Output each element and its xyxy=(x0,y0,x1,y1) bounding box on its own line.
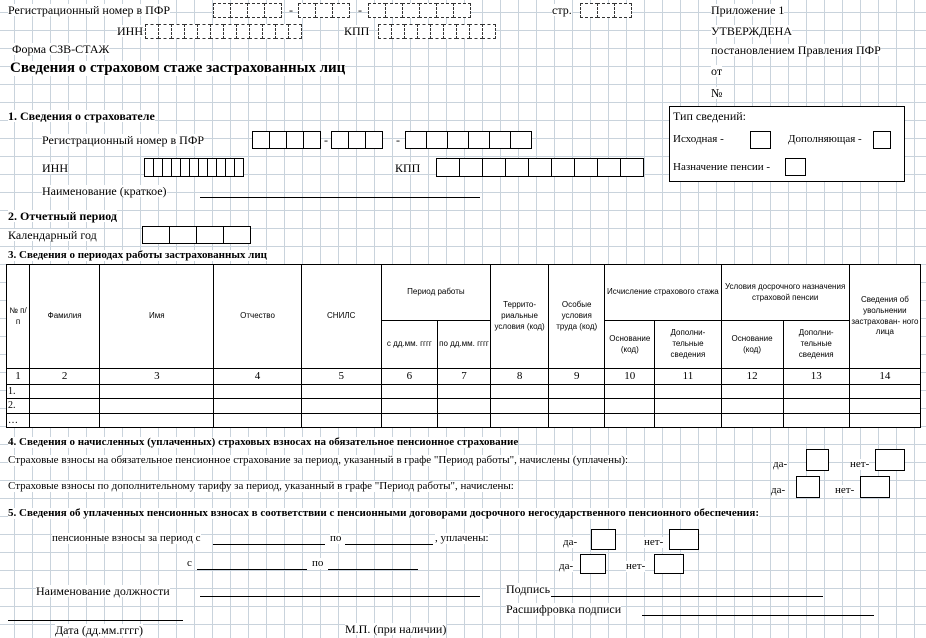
col-dismissal: Сведения об увольнении застрахован- ного лица xyxy=(849,265,920,369)
col-name: Имя xyxy=(100,265,214,369)
section4-line2-yes-label: да- xyxy=(771,484,786,496)
section1-inn-cells[interactable] xyxy=(144,158,244,177)
work-periods-table xyxy=(6,264,921,428)
section4-line2-no-box[interactable] xyxy=(860,476,890,498)
column-number: 1 xyxy=(7,369,30,385)
date-field[interactable] xyxy=(8,620,183,621)
cell[interactable] xyxy=(721,413,783,428)
section1-reg-cells-2[interactable] xyxy=(331,131,383,149)
info-type-supplementary-label: Дополняющая - xyxy=(788,133,862,145)
info-type-original-box[interactable] xyxy=(750,131,771,149)
table-row[interactable] xyxy=(7,399,921,414)
stamp-label: М.П. (при наличии) xyxy=(345,622,447,636)
section5-line1-yes-label: да- xyxy=(563,536,578,548)
cell[interactable] xyxy=(605,413,655,428)
column-number: 4 xyxy=(214,369,301,385)
header-kpp-cells[interactable] xyxy=(378,24,496,39)
cell[interactable] xyxy=(549,399,605,414)
section5-title: 5. Сведения об уплаченных пенсионных взносах в соответствии с пенсионными договорами досрочного негосударственного пенсионного обеспечения: xyxy=(8,507,760,519)
col-additional: Дополни- тельные сведения xyxy=(655,321,721,369)
header-inn-cells[interactable] xyxy=(145,24,302,39)
number-label: № xyxy=(711,86,723,100)
column-number: 13 xyxy=(783,369,849,385)
cell[interactable] xyxy=(437,399,490,414)
section1-reg-dash-1: - xyxy=(324,133,328,147)
cell[interactable] xyxy=(381,413,437,428)
row-number: … xyxy=(7,413,30,428)
column-number: 7 xyxy=(437,369,490,385)
info-type-supplementary-box[interactable] xyxy=(873,131,891,149)
header-page-cells[interactable] xyxy=(580,3,632,18)
row-number: 2. xyxy=(7,399,30,414)
section5-line2-no-box[interactable] xyxy=(654,554,684,574)
section5-line1-yes-box[interactable] xyxy=(591,529,616,550)
cell[interactable] xyxy=(100,399,214,414)
column-number: 9 xyxy=(549,369,605,385)
section5-line2-from-label: с xyxy=(187,557,192,569)
col-early: Условия досрочного назначения страховой пенсии xyxy=(721,265,849,321)
col-patronymic: Отчество xyxy=(214,265,301,369)
cell[interactable] xyxy=(437,384,490,399)
section1-reg-cells-1[interactable] xyxy=(252,131,321,149)
section1-inn-label: ИНН xyxy=(42,161,68,175)
section5-line1-from-label: пенсионные взносы за период с xyxy=(52,532,201,544)
cell[interactable] xyxy=(437,413,490,428)
cell[interactable] xyxy=(549,413,605,428)
from-label: от xyxy=(711,64,723,78)
header-reg-dash-2: - xyxy=(358,3,362,17)
cell[interactable] xyxy=(655,399,721,414)
cell[interactable] xyxy=(849,384,920,399)
table-row[interactable] xyxy=(7,384,921,399)
section5-line1-no-label: нет- xyxy=(644,536,664,548)
section1-reg-dash-2: - xyxy=(396,133,400,147)
cell[interactable] xyxy=(721,384,783,399)
section1-reg-cells-3[interactable] xyxy=(405,131,532,149)
cell[interactable] xyxy=(849,413,920,428)
cell[interactable] xyxy=(381,399,437,414)
col-from: с дд.мм. гггг xyxy=(381,321,437,369)
info-type-pension-label: Назначение пенсии - xyxy=(673,161,771,173)
position-field[interactable] xyxy=(200,596,480,597)
cell[interactable] xyxy=(214,399,301,414)
header-inn-label: ИНН xyxy=(117,24,143,38)
info-type-original-label: Исходная - xyxy=(673,133,724,145)
section4-title: 4. Сведения о начисленных (уплаченных) страховых взносах на обязательное пенсионное страхование xyxy=(8,436,519,448)
col-calc: Исчисление страхового стажа xyxy=(605,265,721,321)
info-type-pension-box[interactable] xyxy=(785,158,806,176)
section5-line2-yes-box[interactable] xyxy=(580,554,606,574)
section4-line1-no-box[interactable] xyxy=(875,449,905,471)
section5-line1-paid-label: , уплачены: xyxy=(435,532,489,544)
cell[interactable] xyxy=(100,413,214,428)
col-num: № п/п xyxy=(7,265,30,369)
header-page-label: стр. xyxy=(552,3,572,17)
section5-line2-to-field[interactable] xyxy=(328,569,418,570)
section4-line1-yes-label: да- xyxy=(773,458,788,470)
table-row[interactable] xyxy=(7,413,921,428)
decoding-field[interactable] xyxy=(642,615,874,616)
col-territorial: Террито- риальные условия (код) xyxy=(491,265,549,369)
section4-line1-yes-box[interactable] xyxy=(806,449,829,471)
column-number: 14 xyxy=(849,369,920,385)
cell[interactable] xyxy=(783,384,849,399)
section2-title: 2. Отчетный период xyxy=(8,209,117,223)
col-snils: СНИЛС xyxy=(301,265,381,369)
section1-name-label: Наименование (краткое) xyxy=(42,184,167,198)
column-number: 3 xyxy=(100,369,214,385)
header-reg-label: Регистрационный номер в ПФР xyxy=(8,3,170,17)
section1-kpp-label: КПП xyxy=(395,161,421,175)
cell[interactable] xyxy=(214,384,301,399)
column-number: 12 xyxy=(721,369,783,385)
cell[interactable] xyxy=(491,384,549,399)
signature-field[interactable] xyxy=(551,596,823,597)
col-to: по дд.мм. гггг xyxy=(437,321,490,369)
page-title: Сведения о страховом стаже застрахованных лиц xyxy=(10,60,346,76)
cell[interactable] xyxy=(605,399,655,414)
section4-line2-yes-box[interactable] xyxy=(796,476,820,498)
position-label: Наименование должности xyxy=(36,584,170,598)
cell[interactable] xyxy=(783,399,849,414)
date-label: Дата (дд.мм.гггг) xyxy=(55,623,143,637)
section1-reg-label: Регистрационный номер в ПФР xyxy=(42,133,204,147)
appendix-label: Приложение 1 xyxy=(711,3,785,17)
header-reg-cells-2[interactable] xyxy=(298,3,350,18)
cell[interactable] xyxy=(783,413,849,428)
cell[interactable] xyxy=(301,384,381,399)
cell[interactable] xyxy=(491,413,549,428)
cell[interactable] xyxy=(491,399,549,414)
section5-line1-to-label: по xyxy=(330,532,342,544)
col-special: Особые условия труда (код) xyxy=(549,265,605,369)
section4-line1-no-label: нет- xyxy=(850,458,870,470)
column-number: 5 xyxy=(301,369,381,385)
resolution-label: постановлением Правления ПФР xyxy=(711,43,881,57)
info-type-title: Тип сведений: xyxy=(673,109,746,123)
row-number: 1. xyxy=(7,384,30,399)
signature-label: Подпись xyxy=(506,582,551,596)
cell[interactable] xyxy=(849,399,920,414)
column-number: 6 xyxy=(381,369,437,385)
cell[interactable] xyxy=(301,413,381,428)
section4-line2: Страховые взносы по дополнительному тарифу за период, указанный в графе "Период работы", начислены: xyxy=(8,480,514,492)
section3-title: 3. Сведения о периодах работы застрахованных лиц xyxy=(8,249,268,261)
section5-line1-no-box[interactable] xyxy=(669,529,699,550)
section2-year-cells[interactable] xyxy=(142,226,251,244)
col-period: Период работы xyxy=(381,265,490,321)
col-additional2: Дополни- тельные сведения xyxy=(783,321,849,369)
approved-label: УТВЕРЖДЕНА xyxy=(711,24,793,38)
cell[interactable] xyxy=(721,399,783,414)
col-surname: Фамилия xyxy=(30,265,100,369)
cell[interactable] xyxy=(30,399,100,414)
section5-line1-from-field[interactable] xyxy=(213,544,325,545)
section5-line2-no-label: нет- xyxy=(626,560,646,572)
section5-line2-from-field[interactable] xyxy=(197,569,307,570)
cell[interactable] xyxy=(30,413,100,428)
section4-line2-no-label: нет- xyxy=(835,484,855,496)
column-number: 8 xyxy=(491,369,549,385)
column-number: 11 xyxy=(655,369,721,385)
cell[interactable] xyxy=(301,399,381,414)
cell[interactable] xyxy=(605,384,655,399)
section5-line2-yes-label: да- xyxy=(559,560,574,572)
section4-line1: Страховые взносы на обязательное пенсионное страхование за период, указанный в графе "Период работы", начислены (уплачены): xyxy=(8,454,629,466)
cell[interactable] xyxy=(381,384,437,399)
decoding-label: Расшифровка подписи xyxy=(506,602,622,616)
cell[interactable] xyxy=(214,413,301,428)
section5-line1-to-field[interactable] xyxy=(345,544,433,545)
col-basis: Основание (код) xyxy=(605,321,655,369)
section5-line2-to-label: по xyxy=(312,557,324,569)
header-kpp-label: КПП xyxy=(344,24,370,38)
section1-title: 1. Сведения о страхователе xyxy=(8,109,155,123)
header-reg-cells-1[interactable] xyxy=(213,3,282,18)
cell[interactable] xyxy=(30,384,100,399)
cell[interactable] xyxy=(100,384,214,399)
col-basis2: Основание (код) xyxy=(721,321,783,369)
header-reg-dash-1: - xyxy=(289,3,293,17)
section1-kpp-cells[interactable] xyxy=(436,158,644,177)
cell[interactable] xyxy=(549,384,605,399)
section1-name-line[interactable] xyxy=(200,197,480,198)
form-name: Форма СЗВ-СТАЖ xyxy=(12,42,110,56)
cell[interactable] xyxy=(655,413,721,428)
column-number: 10 xyxy=(605,369,655,385)
section2-year-label: Календарный год xyxy=(8,228,97,242)
cell[interactable] xyxy=(655,384,721,399)
column-number: 2 xyxy=(30,369,100,385)
header-reg-cells-3[interactable] xyxy=(368,3,471,18)
